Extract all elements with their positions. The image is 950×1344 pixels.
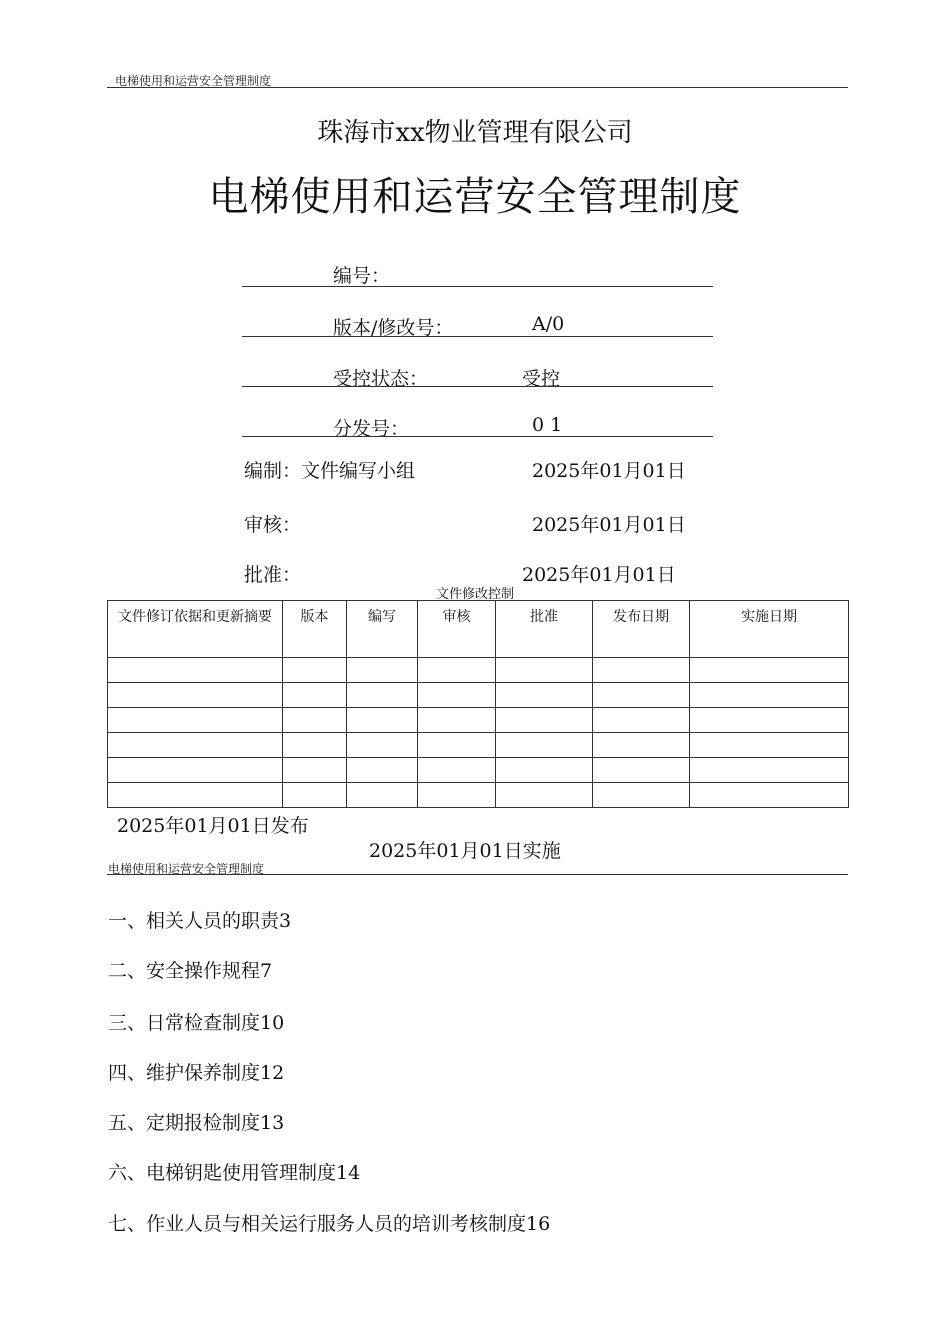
table-cell (418, 708, 496, 733)
table-cell (347, 783, 418, 808)
table-row (108, 708, 849, 733)
table-row (108, 683, 849, 708)
table-row (108, 783, 849, 808)
signoff-reviewed-label: 审核： (244, 514, 302, 536)
table-cell (418, 658, 496, 683)
field-distribution-value: 0 1 (532, 414, 563, 436)
table-cell (347, 683, 418, 708)
header-rule (107, 874, 848, 875)
table-cell (593, 758, 690, 783)
signoff-prepared-date: 2025年01月01日 (532, 460, 686, 482)
table-cell (108, 783, 283, 808)
table-cell (690, 683, 849, 708)
table-cell (108, 708, 283, 733)
table-cell (347, 758, 418, 783)
col-header-release-date: 发布日期 (593, 601, 690, 658)
toc-item-key-management[interactable]: 六、电梯钥匙使用管理制度14 (108, 1162, 361, 1184)
table-cell (418, 733, 496, 758)
table-cell (593, 683, 690, 708)
col-header-version: 版本 (283, 601, 347, 658)
col-header-implement-date: 实施日期 (690, 601, 849, 658)
table-cell (690, 783, 849, 808)
table-cell (108, 658, 283, 683)
col-header-revision-basis: 文件修订依据和更新摘要 (108, 601, 283, 658)
table-cell (496, 683, 593, 708)
table-cell (593, 733, 690, 758)
table-cell (690, 708, 849, 733)
table-cell (496, 783, 593, 808)
table-cell (593, 783, 690, 808)
table-cell (496, 658, 593, 683)
table-cell (690, 658, 849, 683)
table-cell (593, 658, 690, 683)
field-control-status-value: 受控 (522, 368, 561, 390)
header-rule (107, 87, 848, 88)
table-cell (690, 733, 849, 758)
table-row (108, 758, 849, 783)
table-cell (690, 758, 849, 783)
signoff-prepared-label: 编制：文件编写小组 (244, 460, 416, 482)
field-underline (242, 436, 713, 437)
col-header-reviewed: 审核 (418, 601, 496, 658)
field-underline (242, 386, 713, 387)
toc-item-safe-operation[interactable]: 二、安全操作规程7 (108, 960, 273, 982)
signoff-approved-date: 2025年01月01日 (522, 564, 676, 586)
table-cell (283, 658, 347, 683)
running-header: 电梯使用和运营安全管理制度 (115, 74, 272, 88)
table-cell (496, 733, 593, 758)
document-title: 电梯使用和运营安全管理制度 (208, 174, 742, 220)
table-cell (283, 708, 347, 733)
table-cell (283, 758, 347, 783)
field-distribution-label: 分发号： (333, 418, 410, 440)
table-header-row (108, 601, 849, 658)
table-cell (496, 758, 593, 783)
table-cell (108, 758, 283, 783)
table-cell (108, 683, 283, 708)
table-cell (347, 708, 418, 733)
col-header-approved: 批准 (496, 601, 593, 658)
toc-item-training[interactable]: 七、作业人员与相关运行服务人员的培训考核制度16 (108, 1213, 551, 1235)
field-version-value: A/0 (532, 313, 565, 335)
table-cell (347, 733, 418, 758)
table-cell (418, 683, 496, 708)
col-header-prepared: 编写 (347, 601, 418, 658)
table-cell (283, 783, 347, 808)
table-cell (496, 708, 593, 733)
running-header-page2: 电梯使用和运营安全管理制度 (108, 862, 265, 876)
table-cell (283, 683, 347, 708)
table-cell (418, 783, 496, 808)
signoff-reviewed-date: 2025年01月01日 (532, 514, 686, 536)
table-row (108, 658, 849, 683)
table-cell (283, 733, 347, 758)
toc-item-daily-inspection[interactable]: 三、日常检查制度10 (108, 1012, 285, 1034)
revision-control-table (107, 600, 849, 808)
table-cell (418, 758, 496, 783)
field-control-status-label: 受控状态： (333, 368, 429, 390)
field-number-label: 编号： (333, 265, 391, 287)
toc-item-duties[interactable]: 一、相关人员的职责3 (108, 910, 292, 932)
company-name: 珠海市xx物业管理有限公司 (317, 118, 633, 148)
table-cell (108, 733, 283, 758)
field-version-label: 版本/修改号： (333, 317, 454, 339)
field-underline (242, 286, 713, 287)
signoff-approved-label: 批准： (244, 564, 302, 586)
toc-item-periodic-inspection[interactable]: 五、定期报检制度13 (108, 1112, 285, 1134)
toc-item-maintenance[interactable]: 四、维护保养制度12 (108, 1062, 285, 1084)
table-cell (347, 658, 418, 683)
publish-date: 2025年01月01日发布 (117, 815, 309, 837)
table-cell (593, 708, 690, 733)
table-row (108, 733, 849, 758)
table-caption: 文件修改控制 (435, 587, 514, 602)
field-underline (242, 336, 713, 337)
implement-date: 2025年01月01日实施 (369, 840, 561, 862)
